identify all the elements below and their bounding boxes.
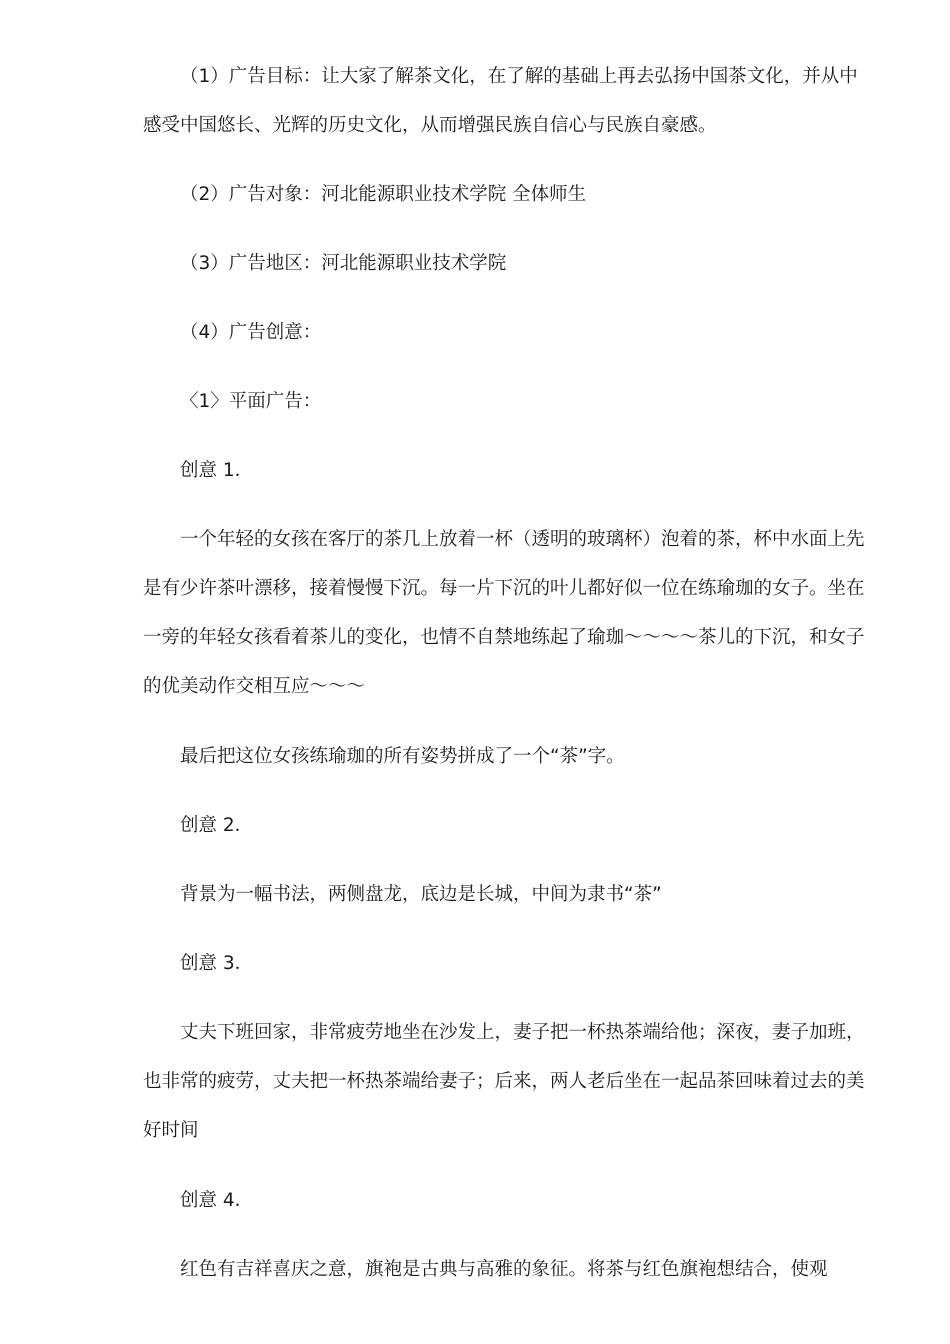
paragraph-ad-region: （3）广告地区：河北能源职业技术学院 bbox=[180, 253, 507, 274]
heading-creative-3: 创意 3． bbox=[180, 953, 254, 974]
paragraph-creative-1-body: 一个年轻的女孩在客厅的茶几上放着一杯（透明的玻璃杯）泡着的茶，杯中水面上先是有少许茶叶漂移，接着慢慢下沉。每一片下沉的叶儿都好似一位在练瑜珈的女子。坐在一旁的年轻女孩看着茶儿的变化，也情不自禁地练起了瑜珈～～～～茶儿的下沉，和女子的优美动作交相互应～～～ bbox=[143, 529, 865, 697]
paragraph-ad-goal: （1）广告目标：让大家了解茶文化，在了解的基础上再去弘扬中国茶文化，并从中感受中国悠长、光辉的历史文化，从而增强民族自信心与民族自豪感。 bbox=[143, 66, 858, 136]
paragraph-creative-3-body: 丈夫下班回家，非常疲劳地坐在沙发上，妻子把一杯热茶端给他；深夜，妻子加班，也非常的疲劳，丈夫把一杯热茶端给妻子；后来，两人老后坐在一起品茶回味着过去的美好时间 bbox=[143, 1022, 865, 1141]
paragraph-ad-creative: （4）广告创意： bbox=[180, 322, 322, 343]
paragraph-creative-1-end: 最后把这位女孩练瑜珈的所有姿势拼成了一个“茶”字。 bbox=[180, 746, 625, 767]
paragraph-ad-target: （2）广告对象：河北能源职业技术学院 全体师生 bbox=[180, 184, 587, 205]
heading-creative-1: 创意 1． bbox=[180, 460, 254, 481]
heading-creative-4: 创意 4． bbox=[180, 1190, 254, 1211]
paragraph-creative-4-body: 红色有吉祥喜庆之意，旗袍是古典与高雅的象征。将茶与红色旗袍想结合，使观 bbox=[180, 1259, 828, 1280]
heading-creative-2: 创意 2． bbox=[180, 815, 254, 836]
paragraph-print-ad: 〈1〉平面广告： bbox=[180, 391, 322, 412]
paragraph-creative-2-body: 背景为一幅书法，两侧盘龙，底边是长城，中间为隶书“茶” bbox=[180, 884, 662, 905]
